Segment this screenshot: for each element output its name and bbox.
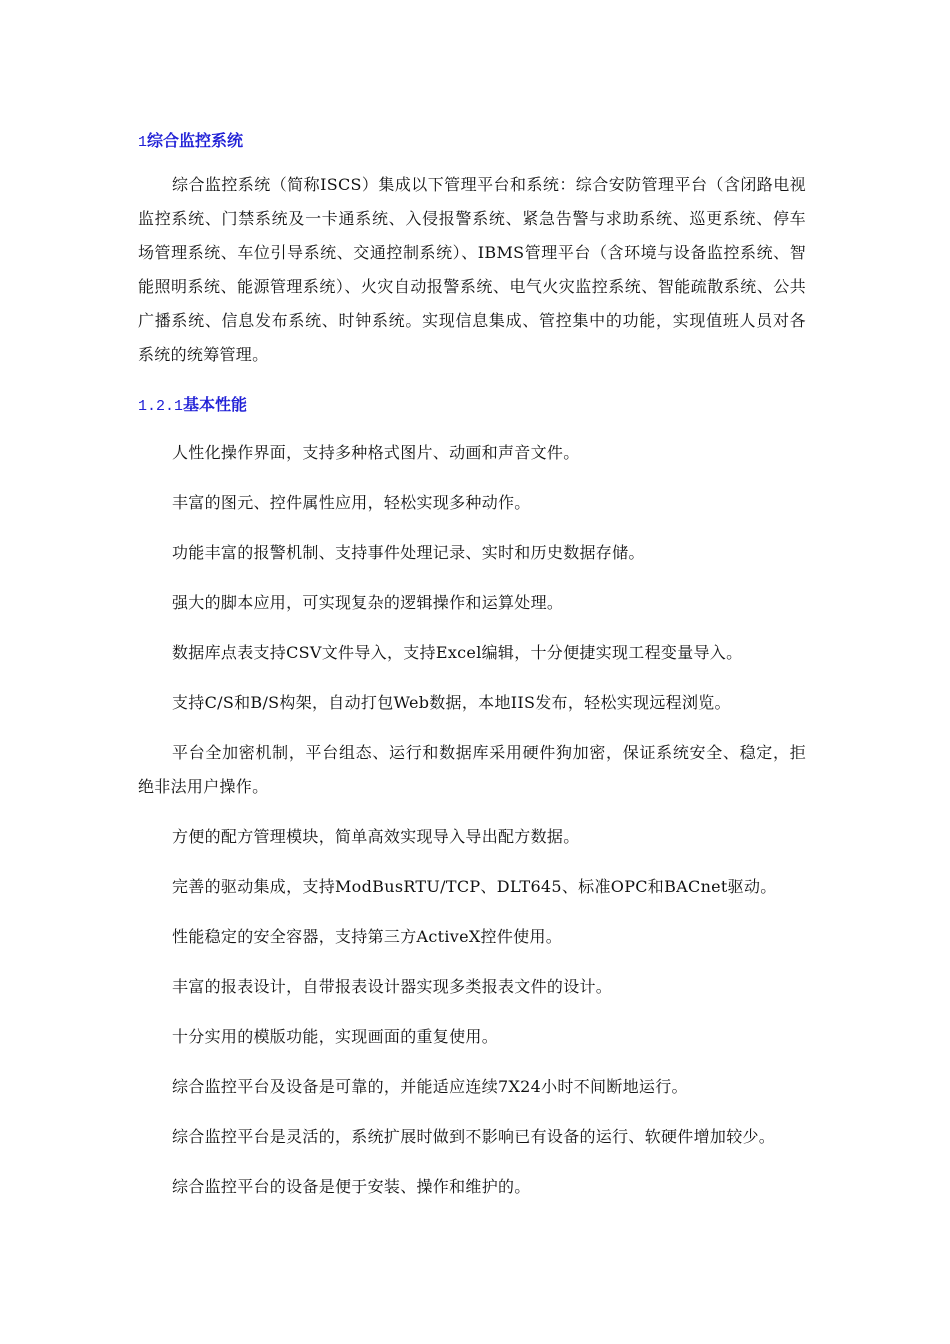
subsection-heading bbox=[138, 388, 806, 424]
feature-item: 完善的驱动集成，支持ModBusRTU/TCP、DLT645、标准OPC和BACnet驱动。 bbox=[172, 877, 777, 896]
feature-item: 支持C/S和B/S构架，自动打包Web数据，本地IIS发布，轻松实现远程浏览。 bbox=[172, 693, 731, 712]
feature-item: 强大的脚本应用，可实现复杂的逻辑操作和运算处理。 bbox=[172, 593, 564, 612]
feature-item: 平台全加密机制，平台组态、运行和数据库采用硬件狗加密，保证系统安全、稳定，拒绝非法用户操作。 bbox=[138, 743, 806, 796]
feature-list bbox=[138, 436, 806, 1204]
feature-item: 丰富的报表设计，自带报表设计器实现多类报表文件的设计。 bbox=[172, 977, 613, 996]
feature-item: 综合监控平台及设备是可靠的，并能适应连续7X24小时不间断地运行。 bbox=[172, 1077, 688, 1096]
subsection-title: 基本性能 bbox=[183, 395, 248, 414]
feature-item: 功能丰富的报警机制、支持事件处理记录、实时和历史数据存储。 bbox=[172, 543, 645, 562]
intro-paragraph: 综合监控系统（简称ISCS）集成以下管理平台和系统：综合安防管理平台（含闭路电视监控系统、门禁系统及一卡通系统、入侵报警系统、紧急告警与求助系统、巡更系统、停车场管理系统、车位引导系统、交通控制系统）、IBMS管理平台（含环境与设备监控系统、智能照明系统、能源管理系统）、火灾自动报警系统、电气火灾监控系统、智能疏散系统、公共广播系统、信息发布系统、时钟系统。实现信息集成、管控集中的功能，实现值班人员对各系统的统筹管理。 bbox=[138, 175, 806, 364]
section-heading bbox=[138, 124, 806, 160]
feature-item: 数据库点表支持CSV文件导入，支持Excel编辑，十分便捷实现工程变量导入。 bbox=[172, 643, 743, 662]
subsection-number: 1.2.1 bbox=[138, 398, 184, 415]
feature-item: 综合监控平台是灵活的，系统扩展时做到不影响已有设备的运行、软硬件增加较少。 bbox=[172, 1127, 776, 1146]
feature-item: 方便的配方管理模块，简单高效实现导入导出配方数据。 bbox=[172, 827, 580, 846]
section-title: 综合监控系统 bbox=[147, 131, 244, 150]
feature-item: 人性化操作界面，支持多种格式图片、动画和声音文件。 bbox=[172, 443, 580, 462]
section-number: 1 bbox=[138, 134, 148, 151]
document-page bbox=[138, 124, 806, 1220]
feature-item: 性能稳定的安全容器，支持第三方ActiveX控件使用。 bbox=[172, 927, 563, 946]
feature-item: 综合监控平台的设备是便于安装、操作和维护的。 bbox=[172, 1177, 531, 1196]
feature-item: 十分实用的模版功能，实现画面的重复使用。 bbox=[172, 1027, 499, 1046]
feature-item: 丰富的图元、控件属性应用，轻松实现多种动作。 bbox=[172, 493, 531, 512]
